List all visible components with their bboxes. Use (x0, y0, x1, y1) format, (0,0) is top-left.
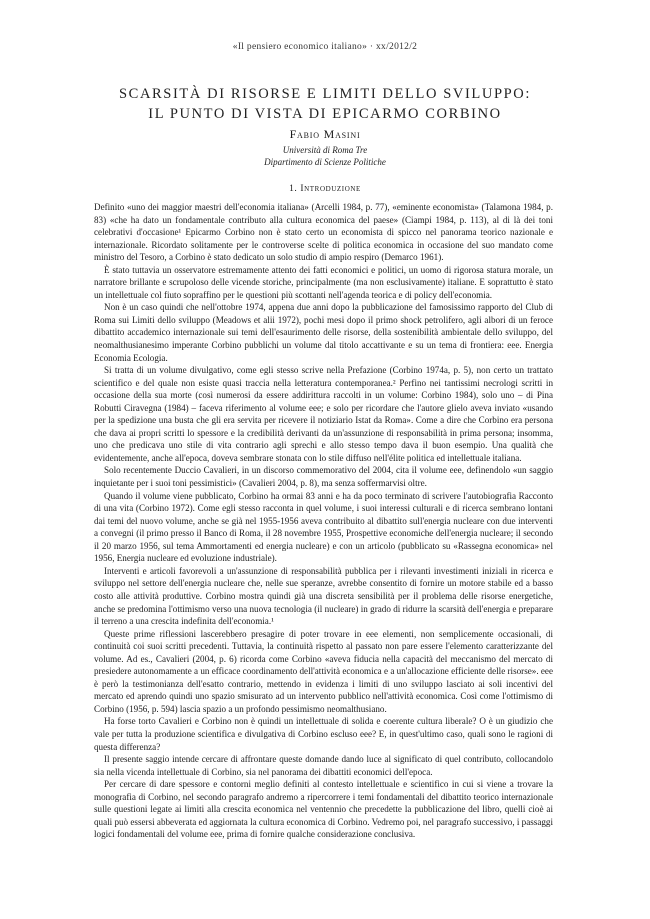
paragraph-9: Ha forse torto Cavalieri e Corbino non è quindi un intellettuale di solida e coerente cultura liberale? O è un giudizio che vale per tutta la produzione scientifica e divulgativa di Corbino escluso eee? E, in quest'ultimo caso, quali sono le ragioni di questa differenza? (94, 716, 553, 752)
paragraph-6: Quando il volume viene pubblicato, Corbino ha ormai 83 anni e ha da poco terminato di scrivere l'autobiografia Racconto di una vita (Corbino 1972). Come egli stesso racconta in quel volume, i suoi interessi culturali e di ricerca sembrano lontani dai temi del nuovo volume, anche se già nel 1955-1956 aveva contribuito al dibattito sull'energia nucleare con due interventi a convegni (il primo presso il Banco di Roma, il 28 novembre 1955, Prospettive economiche dell'energia nucleare; il secondo il 20 marzo 1956, sul tema Ammortamenti ed energia nucleare) e con un articolo (pubblicato su «Rassegna economica» nel 1956, Energia nucleare ed evoluzione industriale). (94, 490, 553, 564)
paragraph-1: Definito «uno dei maggior maestri dell'economia italiana» (Arcelli 1984, p. 77), «eminente economista» (Talamona 1984, p. 83) «che ha dato un fondamentale contributo alla cultura economica del paese» (Ciampi 1984, p. 113), al di là dei toni celebrativi d'occasione¹ Epicarmo Corbino non è stato certo un economista di spicco nel panorama teorico nazionale e internazionale. Ricordato solitamente per le controverse scelte di politica economica in occasione del suo mandato come ministro del Tesoro, a Corbino è stato dedicato un solo studio di ampio respiro (Demarco 1961). (94, 202, 553, 263)
paragraph-8: Queste prime riflessioni lascerebbero presagire di poter trovare in eee elementi, non semplicemente occasionali, di continuità coi suoi scritti precedenti. Tuttavia, la continuità rispetto al passato non pare essere l'elemento caratterizzante del volume. Ad es., Cavalieri (2004, p. 6) ricorda come Corbino «aveva fiducia nella capacità del meccanismo del mercato di presiedere autonomamente a un efficace coordinamento dell'attività economica e a un'allocazione efficiente delle risorse». eee è però la testimonianza dell'esatto contrario, mettendo in evidenza i limiti di uno sviluppo lasciato ai soli incentivi del mercato ed aprendo quindi uno spazio smisurato ad un intervento pubblico nell'attività economica. Così come l'ottimismo di Corbino (1956, p. 594) lascia spazio a un profondo pessimismo neomalthusiano. (94, 628, 553, 714)
paragraph-2: È stato tuttavia un osservatore estremamente attento dei fatti economici e politici, un uomo di rigorosa statura morale, un narratore brillante e scrupoloso delle vicende storiche, principalmente (ma non esclusivamente) italiane. E soprattutto è stato un intellettuale col fiuto sopraffino per le questioni più scottanti nell'agenda teorica e di policy dell'economia. (94, 264, 553, 300)
affiliation-university: Università di Roma Tre (282, 145, 368, 155)
title-line-1: SCARSITÀ DI RISORSE E LIMITI DELLO SVILUPPO: (119, 86, 531, 102)
body-text (94, 201, 553, 841)
paragraph-11: Per cercare di dare spessore e contorni meglio definiti al contesto intellettuale e scientifico in cui si viene a trovare la monografia di Corbino, nel secondo paragrafo andremo a ripercorrere i temi fondamentali del dibattito teorico internazionale sulle questioni legate ai limiti alla crescita economica nel ventennio che precedette la pubblicazione del libro, quelli cioè ai quali può essersi abbeverata ed aggiornata la cultura economica di Corbino. Vedremo poi, nel paragrafo successivo, i passaggi logici fondamentali del volume eee, prima di fornire qualche considerazione conclusiva. (94, 779, 553, 840)
title-line-2: IL PUNTO DI VISTA DI EPICARMO CORBINO (148, 106, 502, 122)
running-head: «Il pensiero economico italiano» · xx/2012/2 (232, 42, 418, 52)
affiliation-department: Dipartimento di Scienze Politiche (264, 157, 386, 167)
section-heading: 1. Introduzione (289, 184, 361, 194)
paragraph-4: Si tratta di un volume divulgativo, come egli stesso scrive nella Prefazione (Corbino 1974a, p. 5), non certo un trattato scientifico e del quale non esiste quasi traccia nella letteratura contemporanea.² Perfino nei tantissimi necrologi scritti in occasione della sua morte (così numerosi da essere addirittura raccolti in un volume: Corbino 1984), solo uno – di Pina Robutti Ciravegna (1984) – faceva riferimento al volume eee; e solo per ricordare che l'autore glielo aveva inviato «usando per la spedizione una busta che gli era servita per ricevere il notiziario Istat da Roma». Come a dire che Corbino era persona che dava ai propri scritti lo spessore e la credibilità derivanti da un'assunzione di responsabilità in prima persona; insomma, uno che predicava uno stile di vita contrario agli sprechi e allo stesso tempo dava il buon esempio. Una qualità che evidentemente, anche all'epoca, doveva sembrare stonata con lo stile diffuso nell'élite politica ed intellettuale italiana. (94, 365, 553, 463)
paragraph-7: Interventi e articoli favorevoli a un'assunzione di responsabilità pubblica per i rilevanti investimenti iniziali in ricerca e sviluppo nel settore dell'energia nucleare che, nelle sue speranze, avrebbe consentito di fornire un motore stabile ed a basso costo alle attività produttive. Corbino mostra quindi già una discreta sensibilità per il problema delle risorse energetiche, anche se predomina l'ottimismo verso una nuova tecnologia (il nucleare) in grado di ridurre la scarsità dell'energia e preparare il terreno a una crescita indefinita dell'economia.¹ (94, 565, 553, 627)
author-name: Fabio Masini (289, 127, 361, 141)
paragraph-3: Non è un caso quindi che nell'ottobre 1974, appena due anni dopo la pubblicazione del famosissimo rapporto del Club di Roma sui Limiti dello sviluppo (Meadows et alii 1972), pochi mesi dopo il primo shock petrolifero, agli albori di un feroce dibattito accademico internazionale sui temi dell'esaurimento delle risorse, della sostenibilità ambientale dello sviluppo, del neomalthusianesimo imperante Corbino pubblichi un volume dal titolo accattivante e su un tema di frontiera: eee. Energia Economia Ecologia. (94, 302, 553, 363)
article-title (0, 84, 650, 124)
author-affiliation (0, 144, 650, 168)
paragraph-5: Solo recentemente Duccio Cavalieri, in un discorso commemorativo del 2004, cita il volume eee, definendolo «un saggio inquietante per i suoi toni pessimistici» (Cavalieri 2004, p. 8), ma senza soffermarvisi oltre. (94, 465, 553, 489)
paragraph-10: Il presente saggio intende cercare di affrontare queste domande dando luce al significato di quel contributo, collocandolo sia nella vicenda intellettuale di Corbino, sia nel panorama dei dibattiti economici dell'epoca. (94, 754, 553, 777)
